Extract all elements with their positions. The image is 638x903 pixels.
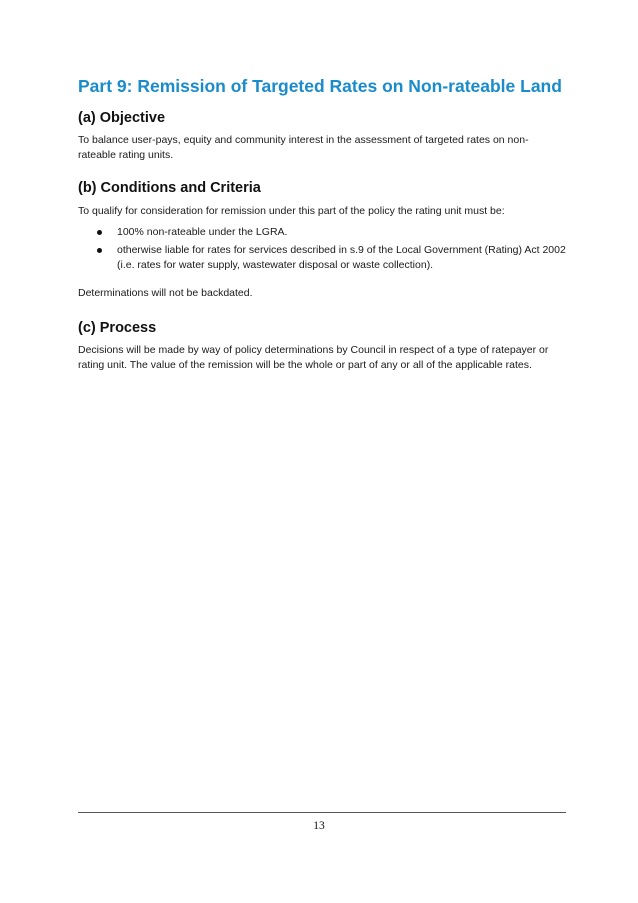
conditions-note: Determinations will not be backdated.: [78, 287, 253, 299]
section-heading-process: (c) Process: [78, 320, 157, 336]
page-number: 13: [313, 820, 325, 832]
conditions-intro: To qualify for consideration for remission under this part of the policy the rating unit must be:: [78, 205, 505, 217]
list-item: [78, 243, 566, 273]
section-heading-conditions: (b) Conditions and Criteria: [78, 180, 261, 196]
bullet-icon: [97, 248, 102, 253]
objective-text: To balance user-pays, equity and community interest in the assessment of targeted rates on non-rateable rating units.: [78, 134, 529, 161]
bullet-icon: [97, 230, 102, 235]
list-item: [78, 225, 566, 240]
conditions-bullet-list: [78, 225, 566, 276]
process-text: Decisions will be made by way of policy determinations by Council in respect of a type of ratepayer or rating unit. The value of the remission will be the whole or part of any or all of the applicable rates.: [78, 344, 549, 371]
footer-divider: [78, 812, 566, 813]
page-title: Part 9: Remission of Targeted Rates on Non-rateable Land: [78, 76, 562, 96]
section-heading-objective: (a) Objective: [78, 110, 166, 126]
bullet-text: 100% non-rateable under the LGRA.: [117, 226, 288, 238]
bullet-text: otherwise liable for rates for services described in s.9 of the Local Government (Rating) Act 2002 (i.e. rates for water supply, wastewater disposal or waste collection).: [117, 244, 566, 271]
